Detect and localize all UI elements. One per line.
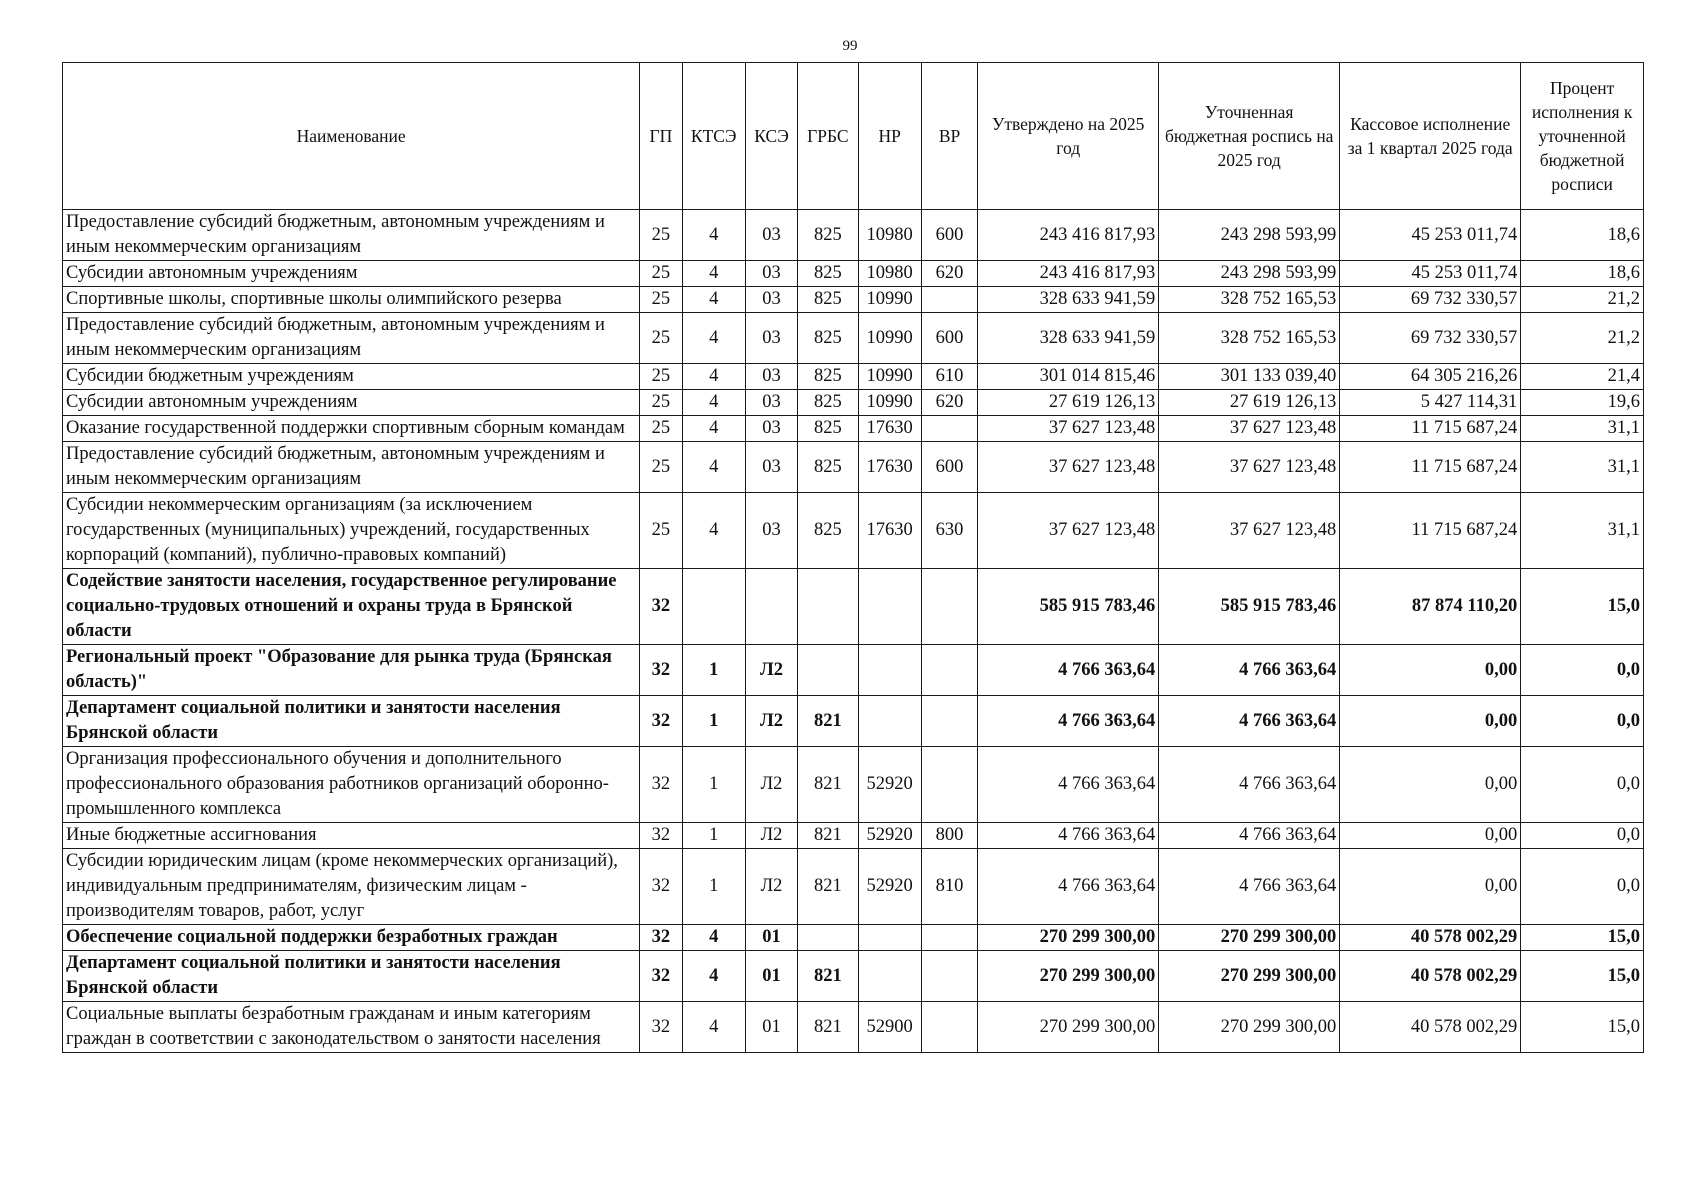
table-row — [63, 493, 1644, 569]
cell-np: 10990 — [858, 287, 921, 313]
table-row — [63, 364, 1644, 390]
cell-gp: 32 — [640, 925, 682, 951]
cell-np: 52920 — [858, 849, 921, 925]
table-row — [63, 287, 1644, 313]
cell-refined: 328 752 165,53 — [1159, 287, 1340, 313]
cell-np — [858, 645, 921, 696]
cell-gp: 25 — [640, 390, 682, 416]
cell-gp: 25 — [640, 313, 682, 364]
header-percent: Процент исполнения к уточненной бюджетной росписи — [1521, 63, 1644, 210]
cell-np — [858, 696, 921, 747]
cell-name: Субсидии некоммерческим организациям (за исключением государственных (муниципальных) учреждений, государственных корпораций (компаний), публично-правовых компаний) — [63, 493, 640, 569]
cell-percent: 15,0 — [1521, 1002, 1644, 1053]
cell-name: Предоставление субсидий бюджетным, автономным учреждениям и иным некоммерческим организациям — [63, 313, 640, 364]
cell-grbs: 825 — [798, 416, 858, 442]
cell-approved: 4 766 363,64 — [978, 645, 1159, 696]
cell-vr: 630 — [921, 493, 977, 569]
cell-kse: 03 — [745, 287, 797, 313]
cell-cash: 5 427 114,31 — [1340, 390, 1521, 416]
cell-name: Субсидии автономным учреждениям — [63, 390, 640, 416]
table-row — [63, 951, 1644, 1002]
cell-np: 17630 — [858, 416, 921, 442]
cell-percent: 31,1 — [1521, 416, 1644, 442]
cell-grbs — [798, 925, 858, 951]
cell-cash: 0,00 — [1340, 645, 1521, 696]
cell-approved: 585 915 783,46 — [978, 569, 1159, 645]
table-row — [63, 261, 1644, 287]
cell-percent: 15,0 — [1521, 925, 1644, 951]
cell-ktse: 4 — [682, 261, 745, 287]
cell-cash: 64 305 216,26 — [1340, 364, 1521, 390]
cell-approved: 4 766 363,64 — [978, 823, 1159, 849]
cell-name: Предоставление субсидий бюджетным, автономным учреждениям и иным некоммерческим организациям — [63, 442, 640, 493]
cell-vr — [921, 696, 977, 747]
cell-cash: 40 578 002,29 — [1340, 951, 1521, 1002]
cell-np: 52920 — [858, 747, 921, 823]
cell-name: Оказание государственной поддержки спортивным сборным командам — [63, 416, 640, 442]
cell-vr — [921, 1002, 977, 1053]
cell-kse: 01 — [745, 951, 797, 1002]
table-row — [63, 925, 1644, 951]
cell-cash: 40 578 002,29 — [1340, 1002, 1521, 1053]
cell-approved: 37 627 123,48 — [978, 493, 1159, 569]
cell-refined: 328 752 165,53 — [1159, 313, 1340, 364]
header-np: НР — [858, 63, 921, 210]
cell-vr: 810 — [921, 849, 977, 925]
cell-grbs: 825 — [798, 313, 858, 364]
cell-refined: 4 766 363,64 — [1159, 823, 1340, 849]
cell-grbs: 821 — [798, 1002, 858, 1053]
cell-refined: 27 619 126,13 — [1159, 390, 1340, 416]
cell-approved: 243 416 817,93 — [978, 210, 1159, 261]
cell-ktse: 1 — [682, 823, 745, 849]
cell-grbs — [798, 569, 858, 645]
cell-gp: 32 — [640, 1002, 682, 1053]
cell-approved: 243 416 817,93 — [978, 261, 1159, 287]
header-ktse: КТСЭ — [682, 63, 745, 210]
cell-percent: 21,2 — [1521, 313, 1644, 364]
cell-grbs: 821 — [798, 696, 858, 747]
cell-kse: 03 — [745, 416, 797, 442]
table-row — [63, 747, 1644, 823]
cell-approved: 37 627 123,48 — [978, 442, 1159, 493]
cell-np: 10980 — [858, 210, 921, 261]
cell-name: Субсидии бюджетным учреждениям — [63, 364, 640, 390]
cell-grbs: 825 — [798, 261, 858, 287]
header-row — [63, 63, 1644, 210]
cell-percent: 0,0 — [1521, 823, 1644, 849]
cell-gp: 25 — [640, 493, 682, 569]
cell-vr: 600 — [921, 442, 977, 493]
cell-approved: 4 766 363,64 — [978, 849, 1159, 925]
cell-gp: 25 — [640, 210, 682, 261]
cell-kse: 03 — [745, 261, 797, 287]
cell-approved: 27 619 126,13 — [978, 390, 1159, 416]
cell-gp: 25 — [640, 416, 682, 442]
cell-refined: 243 298 593,99 — [1159, 210, 1340, 261]
cell-ktse: 1 — [682, 747, 745, 823]
cell-refined: 37 627 123,48 — [1159, 442, 1340, 493]
cell-percent: 18,6 — [1521, 261, 1644, 287]
cell-gp: 25 — [640, 442, 682, 493]
cell-refined: 270 299 300,00 — [1159, 925, 1340, 951]
cell-cash: 87 874 110,20 — [1340, 569, 1521, 645]
cell-np: 52920 — [858, 823, 921, 849]
cell-ktse: 1 — [682, 645, 745, 696]
cell-cash: 0,00 — [1340, 849, 1521, 925]
cell-approved: 4 766 363,64 — [978, 747, 1159, 823]
cell-gp: 25 — [640, 261, 682, 287]
cell-name: Спортивные школы, спортивные школы олимпийского резерва — [63, 287, 640, 313]
cell-np: 10990 — [858, 313, 921, 364]
cell-cash: 40 578 002,29 — [1340, 925, 1521, 951]
cell-name: Предоставление субсидий бюджетным, автономным учреждениям и иным некоммерческим организациям — [63, 210, 640, 261]
table-row — [63, 645, 1644, 696]
cell-gp: 32 — [640, 569, 682, 645]
header-name: Наименование — [63, 63, 640, 210]
cell-cash: 0,00 — [1340, 823, 1521, 849]
cell-kse: Л2 — [745, 849, 797, 925]
cell-percent: 15,0 — [1521, 569, 1644, 645]
cell-gp: 25 — [640, 287, 682, 313]
cell-gp: 32 — [640, 823, 682, 849]
cell-name: Содействие занятости населения, государственное регулирование социально-трудовых отношений и охраны труда в Брянской области — [63, 569, 640, 645]
header-grbs: ГРБС — [798, 63, 858, 210]
cell-grbs: 825 — [798, 390, 858, 416]
cell-np: 17630 — [858, 442, 921, 493]
cell-ktse: 4 — [682, 1002, 745, 1053]
cell-percent: 0,0 — [1521, 849, 1644, 925]
cell-name: Субсидии автономным учреждениям — [63, 261, 640, 287]
cell-cash: 45 253 011,74 — [1340, 210, 1521, 261]
cell-percent: 21,2 — [1521, 287, 1644, 313]
cell-vr — [921, 569, 977, 645]
cell-refined: 4 766 363,64 — [1159, 747, 1340, 823]
cell-np — [858, 951, 921, 1002]
cell-grbs: 821 — [798, 747, 858, 823]
cell-percent: 21,4 — [1521, 364, 1644, 390]
cell-name: Региональный проект "Образование для рынка труда (Брянская область)" — [63, 645, 640, 696]
cell-grbs — [798, 645, 858, 696]
cell-approved: 270 299 300,00 — [978, 951, 1159, 1002]
cell-approved: 301 014 815,46 — [978, 364, 1159, 390]
cell-kse: 03 — [745, 364, 797, 390]
cell-vr: 600 — [921, 313, 977, 364]
table-row — [63, 1002, 1644, 1053]
cell-grbs: 821 — [798, 823, 858, 849]
cell-kse: Л2 — [745, 823, 797, 849]
cell-grbs: 821 — [798, 849, 858, 925]
cell-percent: 31,1 — [1521, 442, 1644, 493]
table-row — [63, 210, 1644, 261]
cell-approved: 270 299 300,00 — [978, 925, 1159, 951]
cell-gp: 32 — [640, 951, 682, 1002]
cell-percent: 18,6 — [1521, 210, 1644, 261]
cell-refined: 4 766 363,64 — [1159, 696, 1340, 747]
cell-name: Субсидии юридическим лицам (кроме некоммерческих организаций), индивидуальным предпринимателям, физическим лицам - производителям товаров, работ, услуг — [63, 849, 640, 925]
cell-ktse: 1 — [682, 696, 745, 747]
cell-percent: 0,0 — [1521, 747, 1644, 823]
cell-name: Департамент социальной политики и занятости населения Брянской области — [63, 951, 640, 1002]
header-gp: ГП — [640, 63, 682, 210]
cell-name: Социальные выплаты безработным гражданам и иным категориям граждан в соответствии с законодательством о занятости населения — [63, 1002, 640, 1053]
cell-gp: 32 — [640, 849, 682, 925]
cell-percent: 19,6 — [1521, 390, 1644, 416]
cell-grbs: 825 — [798, 364, 858, 390]
cell-refined: 270 299 300,00 — [1159, 951, 1340, 1002]
cell-grbs: 821 — [798, 951, 858, 1002]
cell-np: 52900 — [858, 1002, 921, 1053]
cell-gp: 32 — [640, 696, 682, 747]
cell-approved: 4 766 363,64 — [978, 696, 1159, 747]
cell-grbs: 825 — [798, 493, 858, 569]
table-row — [63, 849, 1644, 925]
cell-refined: 585 915 783,46 — [1159, 569, 1340, 645]
cell-vr — [921, 645, 977, 696]
cell-vr — [921, 747, 977, 823]
cell-np — [858, 925, 921, 951]
table-row — [63, 313, 1644, 364]
cell-ktse: 4 — [682, 287, 745, 313]
cell-refined: 4 766 363,64 — [1159, 645, 1340, 696]
cell-vr: 800 — [921, 823, 977, 849]
cell-kse: 03 — [745, 493, 797, 569]
cell-ktse: 4 — [682, 442, 745, 493]
cell-vr: 620 — [921, 390, 977, 416]
cell-name: Обеспечение социальной поддержки безработных граждан — [63, 925, 640, 951]
cell-ktse: 4 — [682, 493, 745, 569]
cell-kse: 01 — [745, 925, 797, 951]
cell-kse: Л2 — [745, 747, 797, 823]
cell-kse: Л2 — [745, 645, 797, 696]
cell-cash: 0,00 — [1340, 747, 1521, 823]
table-row — [63, 823, 1644, 849]
cell-refined: 4 766 363,64 — [1159, 849, 1340, 925]
cell-kse: 01 — [745, 1002, 797, 1053]
cell-cash: 11 715 687,24 — [1340, 493, 1521, 569]
cell-name: Иные бюджетные ассигнования — [63, 823, 640, 849]
cell-kse: Л2 — [745, 696, 797, 747]
header-approved: Утверждено на 2025 год — [978, 63, 1159, 210]
header-cash: Кассовое исполнение за 1 квартал 2025 года — [1340, 63, 1521, 210]
cell-ktse: 4 — [682, 390, 745, 416]
cell-cash: 69 732 330,57 — [1340, 287, 1521, 313]
cell-ktse: 1 — [682, 849, 745, 925]
cell-np — [858, 569, 921, 645]
budget-table — [62, 62, 1644, 1053]
cell-name: Организация профессионального обучения и дополнительного профессионального образования работников организаций оборонно-промышленного комплекса — [63, 747, 640, 823]
cell-refined: 37 627 123,48 — [1159, 493, 1340, 569]
cell-kse — [745, 569, 797, 645]
cell-ktse — [682, 569, 745, 645]
table-row — [63, 696, 1644, 747]
cell-gp: 25 — [640, 364, 682, 390]
cell-vr: 610 — [921, 364, 977, 390]
cell-kse: 03 — [745, 313, 797, 364]
cell-kse: 03 — [745, 390, 797, 416]
cell-ktse: 4 — [682, 313, 745, 364]
cell-grbs: 825 — [798, 287, 858, 313]
cell-ktse: 4 — [682, 925, 745, 951]
table-row — [63, 390, 1644, 416]
cell-ktse: 4 — [682, 951, 745, 1002]
cell-cash: 69 732 330,57 — [1340, 313, 1521, 364]
table-body — [63, 210, 1644, 1053]
page-number: 99 — [842, 38, 858, 54]
cell-refined: 301 133 039,40 — [1159, 364, 1340, 390]
cell-cash: 11 715 687,24 — [1340, 442, 1521, 493]
cell-percent: 0,0 — [1521, 696, 1644, 747]
cell-vr: 600 — [921, 210, 977, 261]
cell-kse: 03 — [745, 210, 797, 261]
cell-vr — [921, 287, 977, 313]
cell-name: Департамент социальной политики и занятости населения Брянской области — [63, 696, 640, 747]
cell-grbs: 825 — [798, 442, 858, 493]
cell-np: 10990 — [858, 390, 921, 416]
cell-cash: 0,00 — [1340, 696, 1521, 747]
cell-ktse: 4 — [682, 364, 745, 390]
cell-percent: 15,0 — [1521, 951, 1644, 1002]
cell-ktse: 4 — [682, 416, 745, 442]
header-kse: КСЭ — [745, 63, 797, 210]
cell-approved: 37 627 123,48 — [978, 416, 1159, 442]
cell-cash: 45 253 011,74 — [1340, 261, 1521, 287]
cell-refined: 37 627 123,48 — [1159, 416, 1340, 442]
table-row — [63, 569, 1644, 645]
cell-percent: 31,1 — [1521, 493, 1644, 569]
cell-percent: 0,0 — [1521, 645, 1644, 696]
cell-approved: 328 633 941,59 — [978, 313, 1159, 364]
table-row — [63, 442, 1644, 493]
cell-gp: 32 — [640, 747, 682, 823]
cell-vr: 620 — [921, 261, 977, 287]
cell-np: 10990 — [858, 364, 921, 390]
cell-vr — [921, 416, 977, 442]
cell-approved: 328 633 941,59 — [978, 287, 1159, 313]
header-vr: ВР — [921, 63, 977, 210]
cell-cash: 11 715 687,24 — [1340, 416, 1521, 442]
cell-refined: 270 299 300,00 — [1159, 1002, 1340, 1053]
cell-gp: 32 — [640, 645, 682, 696]
table-row — [63, 416, 1644, 442]
cell-vr — [921, 951, 977, 1002]
cell-kse: 03 — [745, 442, 797, 493]
cell-grbs: 825 — [798, 210, 858, 261]
cell-np: 10980 — [858, 261, 921, 287]
cell-vr — [921, 925, 977, 951]
cell-ktse: 4 — [682, 210, 745, 261]
cell-np: 17630 — [858, 493, 921, 569]
header-refined: Уточненная бюджетная роспись на 2025 год — [1159, 63, 1340, 210]
cell-refined: 243 298 593,99 — [1159, 261, 1340, 287]
cell-approved: 270 299 300,00 — [978, 1002, 1159, 1053]
